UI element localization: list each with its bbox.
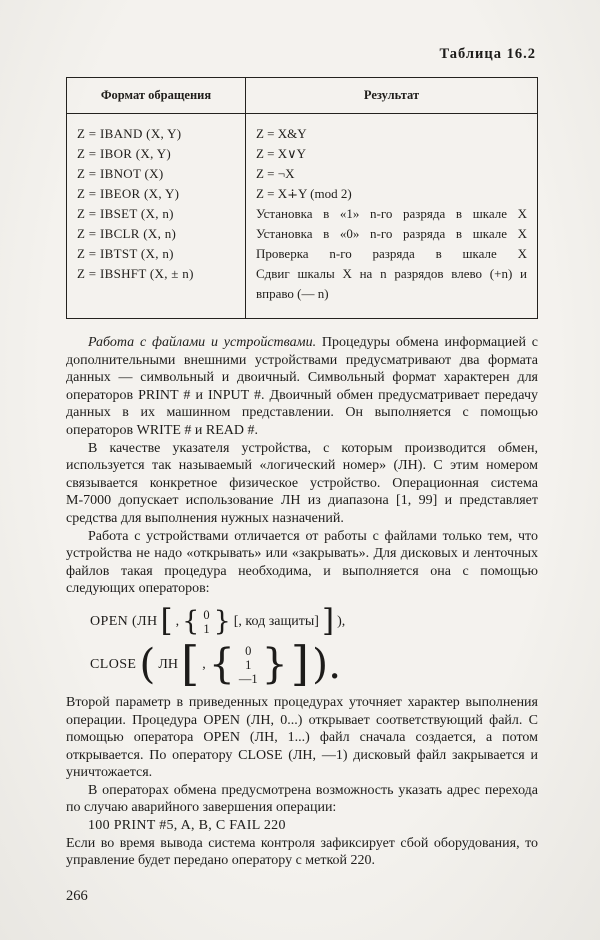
right-curly-brace: } [213, 605, 231, 637]
col-header-format: Формат обращения [67, 78, 246, 114]
result-cell: Проверка n-го разряда в шкале X [255, 246, 527, 261]
table-caption: Таблица 16.2 [439, 46, 536, 62]
protection-code-option: [, код защиты] [233, 613, 319, 629]
option-minus-one: —1 [238, 671, 258, 686]
option-stack [238, 644, 259, 686]
page-number: 266 [66, 887, 88, 904]
paragraph-text: Процедуры обмена информацией с дополнительными внешними устройствами предусматривают два формата данных — символьный и двоичный. Символьный формат характерен для операторов PRINT # и INPUT #. Двоичный обмен предусматривает передачу данных в их машинном представлении. Он выполняется с помощью операторов WRITE # и READ #. [66, 335, 538, 438]
comma: , [202, 656, 206, 672]
basic-code-line: 100 PRINT #5, A, B, C FAIL 220 [88, 818, 286, 834]
format-cell: Z = IBOR (X, Y) [67, 144, 246, 164]
option-zero: 0 [203, 607, 210, 622]
table-row [67, 164, 538, 184]
table-row [67, 204, 538, 224]
left-square-bracket: [ [160, 602, 173, 639]
result-cell: Установка в «0» n-го разряда в шкале X [255, 226, 527, 241]
operators-table [66, 77, 538, 319]
table-row [67, 144, 538, 164]
formula-end: ), [337, 613, 346, 629]
format-cell: Z = IBCLR (X, n) [67, 224, 246, 244]
comma: , [175, 613, 180, 629]
formulas-block [90, 602, 538, 692]
close-formula [90, 636, 538, 692]
right-paren: ). [312, 640, 342, 689]
left-curly-brace: { [182, 605, 200, 637]
option-stack [202, 608, 210, 636]
result-cell: Сдвиг шкалы X на n разрядов влево (+n) и вправо (— n) [255, 266, 527, 301]
table-row [67, 224, 538, 244]
paragraph-lead-italic: Работа с файлами и устройствами. [88, 335, 317, 350]
paragraph-logical-number: В качестве указателя устройства, с которым производится обмен, используется так называемый «логический номер» (ЛН). С этим номером связывается конкретное физическое устройство. Операционная система М-7000 допускает использование ЛН из диапазона [1, 99] и представляет средства для выполнения нужных назначений. [66, 440, 538, 526]
right-curly-brace: } [261, 640, 288, 689]
paragraph-second-parameter: Второй параметр в приведенных процедурах уточняет характер выполнения операции. Процедура OPEN (ЛН, 0...) открывает соответствующий файл. С помощью оператора OPEN (ЛН, 1...) файл сначала создается, а потом открывается. По оператору CLOSE (ЛН, —1) дисковый файл закрывается и уничтожается. [66, 694, 538, 781]
option-one: 1 [245, 657, 252, 672]
option-zero: 0 [245, 643, 252, 658]
right-square-bracket: ] [290, 636, 310, 692]
left-curly-brace: { [208, 640, 235, 689]
format-cell: Z = IBNOT (X) [67, 164, 246, 184]
result-cell: Z = X&Y [255, 126, 307, 141]
format-cell: Z = IBEOR (X, Y) [67, 184, 246, 204]
right-square-bracket: ] [321, 602, 335, 639]
format-cell: Z = IBTST (X, n) [67, 244, 246, 264]
paragraph-fail-address: В операторах обмена предусмотрена возможность указать адрес перехода по случаю аварийного завершения операции: [66, 782, 538, 816]
format-cell: Z = IBSET (X, n) [67, 204, 246, 224]
left-paren: ( [139, 640, 156, 689]
option-one: 1 [203, 621, 210, 636]
col-header-result: Результат [245, 78, 537, 114]
logical-number-arg: ЛН [158, 656, 178, 672]
table-row [67, 244, 538, 264]
open-formula [90, 602, 538, 639]
format-cell: Z = IBSHFT (X, ± n) [67, 264, 246, 319]
paragraph-fail-explanation: Если во время вывода система контроля зафиксирует сбой оборудования, то управление будет передано оператору с меткой 220. [66, 835, 538, 869]
open-keyword: OPEN (ЛН [90, 613, 158, 629]
table-header-row [67, 78, 538, 114]
left-square-bracket: [ [180, 636, 200, 692]
result-cell: Z = X∔Y (mod 2) [255, 186, 352, 201]
paragraph-open-close-intro: Работа с устройствами отличается от работы с файлами только тем, что устройства не надо «открывать» или «закрывать». Для дисковых и ленточных файлов такая процедура необходима, и выполняется она с помощью следующих операторов: [66, 528, 538, 597]
table-row [67, 184, 538, 204]
result-cell: Z = ¬X [255, 166, 295, 181]
paragraph-files-devices [66, 334, 538, 440]
result-cell: Установка в «1» n-го разряда в шкале X [255, 206, 527, 221]
format-cell: Z = IBAND (X, Y) [67, 114, 246, 145]
table-row [67, 114, 538, 145]
close-keyword: CLOSE [90, 656, 137, 672]
table-row [67, 264, 538, 319]
result-cell: Z = X∨Y [255, 146, 307, 161]
